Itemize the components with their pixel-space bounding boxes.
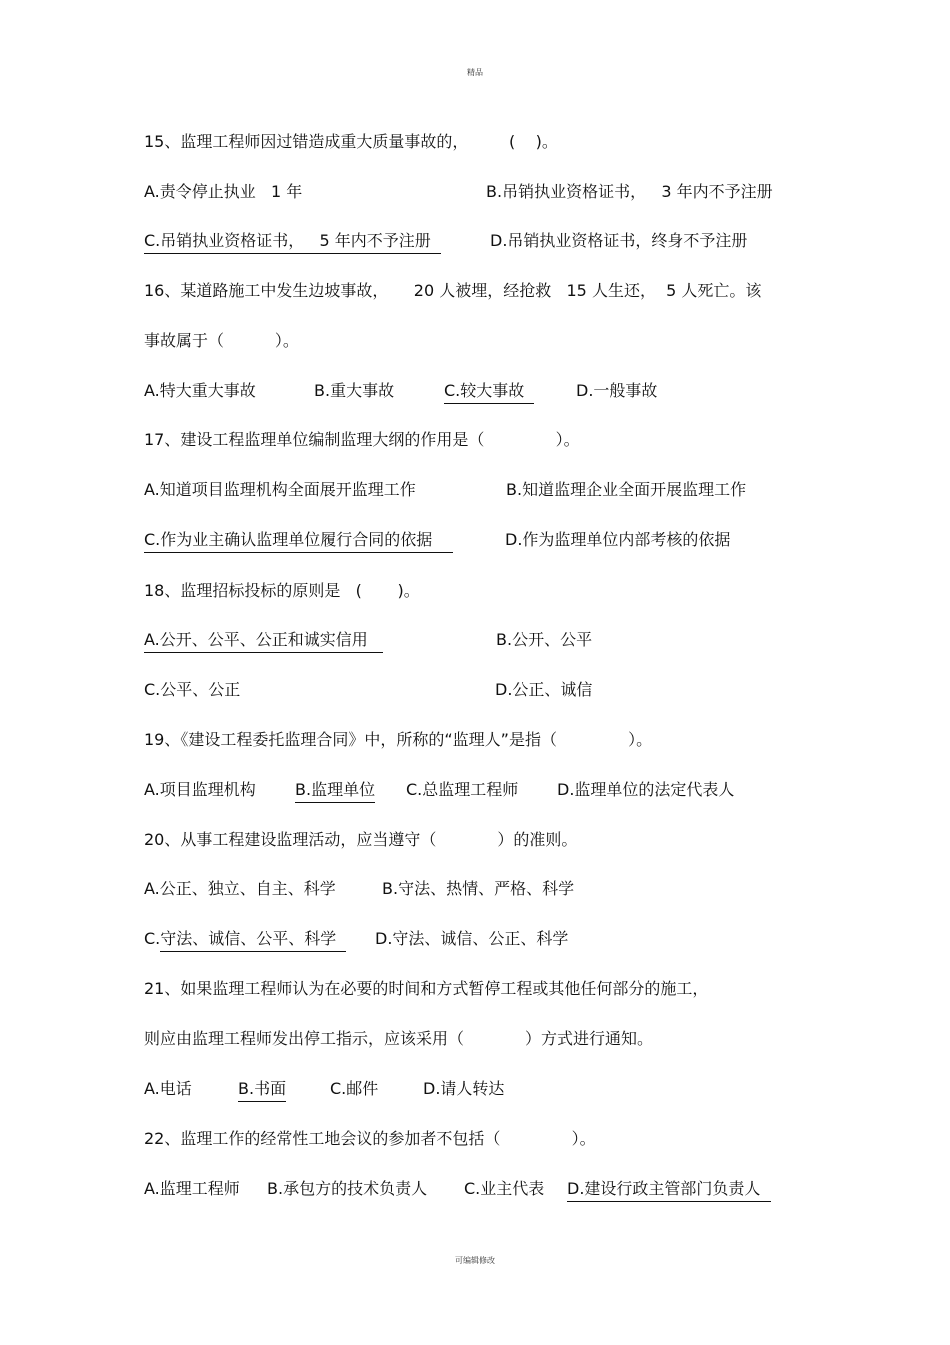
question-21-line-1: 21、如果监理工程师认为在必要的时间和方式暂停工程或其他任何部分的施工，	[144, 979, 709, 998]
q20-option-c	[144, 928, 346, 952]
q17-option-a: A.知道项目监理机构全面展开监理工作	[144, 480, 416, 499]
question-16-line-1: 16、某道路施工中发生边坡事故， 20 人被埋，经抢救 15 人生还， 5 人死亡。该	[144, 281, 762, 300]
q22-option-d-answer: D.建设行政主管部门负责人	[567, 1178, 771, 1202]
q19-option-c: C.总监理工程师	[406, 780, 519, 799]
q21-option-b-answer: B.书面	[238, 1078, 286, 1102]
question-17: 17、建设工程监理单位编制监理大纲的作用是（ ）。	[144, 430, 580, 449]
question-18: 18、监理招标投标的原则是 ( )。	[144, 581, 420, 600]
question-21-line-2: 则应由监理工程师发出停工指示，应该采用（ ）方式进行通知。	[144, 1029, 654, 1048]
question-22: 22、监理工作的经常性工地会议的参加者不包括（ ）。	[144, 1129, 596, 1148]
q19-option-a: A.项目监理机构	[144, 780, 256, 799]
q15-option-a: A.责令停止执业 1 年	[144, 182, 303, 201]
page-footer: 可编辑修改	[455, 1256, 495, 1265]
q18-option-d: D.公正、诚信	[495, 680, 593, 699]
q20-option-d: D.守法、诚信、公正、科学	[375, 929, 569, 948]
q17-option-b: B.知道监理企业全面开展监理工作	[506, 480, 747, 499]
q17-option-c-answer: C.作为业主确认监理单位履行合同的依据	[144, 529, 453, 553]
q21-option-d: D.请人转达	[423, 1079, 505, 1098]
q18-option-c: C.公平、公正	[144, 680, 241, 699]
q15-option-b: B.吊销执业资格证书， 3 年内不予注册	[486, 182, 773, 201]
q22-option-c: C.业主代表	[464, 1179, 545, 1198]
q16-option-b: B.重大事故	[314, 381, 395, 400]
q21-option-c: C.邮件	[330, 1079, 379, 1098]
q20-option-b: B.守法、热情、严格、科学	[382, 879, 575, 898]
question-15: 15、监理工程师因过错造成重大质量事故的， ( )。	[144, 132, 558, 151]
q22-option-a: A.监理工程师	[144, 1179, 240, 1198]
question-20: 20、从事工程建设监理活动，应当遵守（ ）的准则。	[144, 830, 578, 849]
q20-option-c-letter: C.	[144, 929, 161, 948]
q22-option-b: B.承包方的技术负责人	[267, 1179, 428, 1198]
q16-option-c-answer: C.较大事故	[444, 380, 534, 404]
q15-option-c-answer: C.吊销执业资格证书， 5 年内不予注册	[144, 230, 441, 254]
q16-option-a: A.特大重大事故	[144, 381, 256, 400]
q20-option-a: A.公正、独立、自主、科学	[144, 879, 336, 898]
question-19: 19、《建设工程委托监理合同》中，所称的“监理人”是指（ ）。	[144, 730, 653, 749]
q17-option-d: D.作为监理单位内部考核的依据	[505, 530, 731, 549]
question-16-line-2: 事故属于（ ）。	[144, 331, 299, 350]
q21-option-a: A.电话	[144, 1079, 192, 1098]
q18-option-b: B.公开、公平	[496, 630, 593, 649]
q20-option-c-answer: 守法、诚信、公平、科学	[160, 928, 346, 952]
q19-option-b-answer: B.监理单位	[295, 779, 375, 803]
q18-option-a-answer: A.公开、公平、公正和诚实信用	[144, 629, 383, 653]
q15-option-d: D.吊销执业资格证书，终身不予注册	[490, 231, 748, 250]
q16-option-d: D.一般事故	[576, 381, 658, 400]
page-header: 精品	[467, 68, 483, 77]
q19-option-d: D.监理单位的法定代表人	[557, 780, 735, 799]
